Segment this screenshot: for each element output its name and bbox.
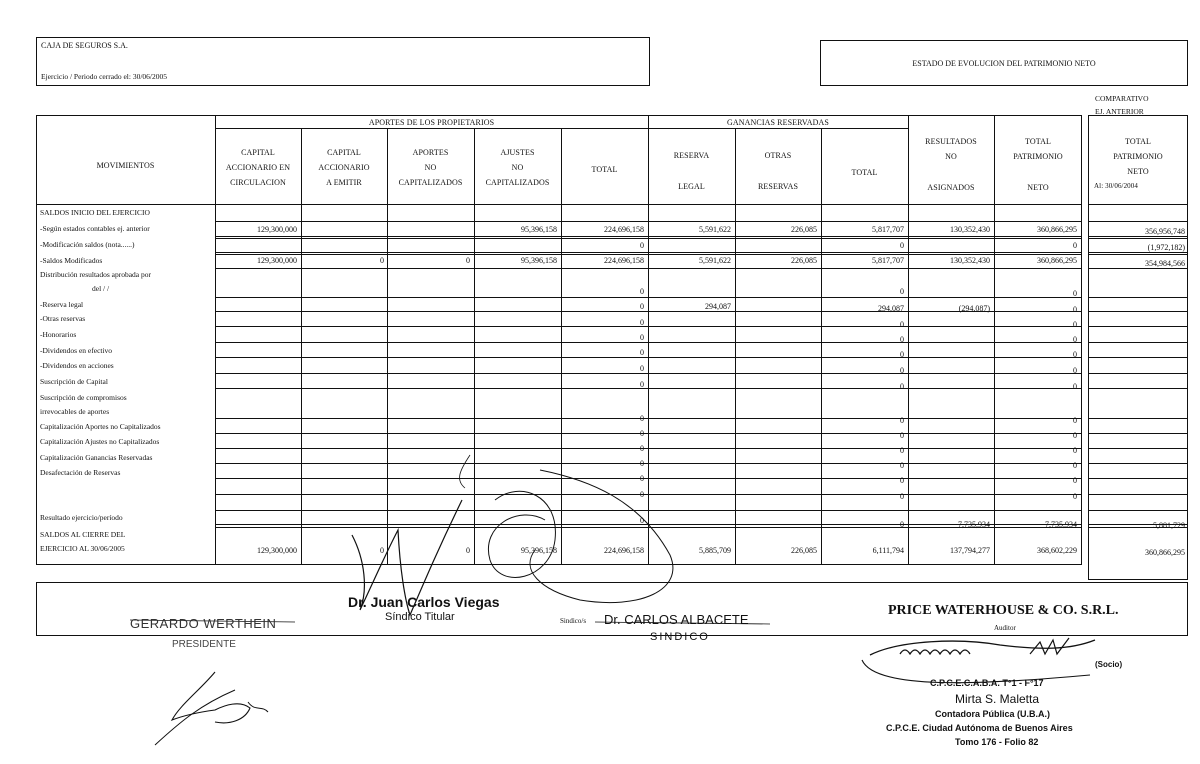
header-line: CAPITAL	[241, 148, 275, 157]
header-line: NO	[511, 163, 524, 172]
row-line	[215, 463, 1082, 464]
cell-value: 0	[640, 459, 644, 468]
header-line: OTRAS	[764, 151, 792, 160]
row-line	[215, 448, 1082, 449]
cell-value: 0	[640, 380, 644, 389]
socio-label: (Socio)	[1095, 660, 1123, 669]
row-line	[1088, 236, 1188, 237]
cell-value: 0	[900, 476, 904, 485]
cell-value: 0	[900, 461, 904, 470]
header-line: RESERVA	[673, 151, 710, 160]
row-label: -Modificación saldos (nota......)	[40, 240, 135, 249]
cell-value: 0	[640, 414, 644, 423]
row-label: Capitalización Ganancias Reservadas	[40, 453, 153, 462]
row-label: EJERCICIO AL 30/06/2005	[40, 544, 125, 553]
row-line	[1088, 238, 1188, 239]
cell-value: 6,111,794	[872, 546, 904, 555]
cell-value: 129,300,000	[257, 225, 297, 234]
cell-value: 137,794,277	[950, 546, 990, 555]
title-box	[820, 40, 1188, 86]
cell-value: 356,956,748	[1145, 227, 1185, 236]
cell-value: 0	[1073, 305, 1077, 314]
cell-value: 0	[640, 333, 644, 342]
cell-value: 0	[1073, 461, 1077, 470]
row-line	[1088, 448, 1188, 449]
header-line: PATRIMONIO	[1013, 152, 1063, 161]
header-line: TOTAL	[1125, 137, 1151, 146]
header-line: RESERVAS	[757, 182, 799, 191]
cell-value: 5,881,729	[1153, 521, 1185, 530]
header-bottom-line	[36, 204, 1082, 205]
row-label: Desafectación de Reservas	[40, 468, 121, 477]
row-line	[1088, 418, 1188, 419]
row-line	[1088, 326, 1188, 327]
header-resultados	[908, 134, 994, 195]
cell-value: 368,602,229	[1037, 546, 1077, 555]
stamp-line: C.P.C.E.C.A.B.A. T°1 - F°17	[930, 678, 1044, 688]
row-line	[1088, 373, 1188, 374]
cell-value: 0	[1073, 320, 1077, 329]
row-line	[215, 297, 1082, 298]
header-line: Al: 30/06/2004	[1094, 182, 1138, 190]
cell-value: 0	[1073, 241, 1077, 250]
cell-value: 7,735,934	[958, 520, 990, 529]
header-reserva-legal	[648, 148, 735, 194]
row-line	[215, 342, 1082, 343]
cell-value: (1,972,182)	[1147, 243, 1185, 252]
cell-value: 0	[640, 302, 644, 311]
row-line	[215, 478, 1082, 479]
cell-value: 95,396,158	[521, 225, 557, 234]
cell-value: 0	[1073, 446, 1077, 455]
row-label: Capitalización Aportes no Capitalizados	[40, 422, 161, 431]
header-capital-circulacion	[215, 145, 301, 190]
row-line	[1088, 463, 1188, 464]
cell-value: 224,696,158	[604, 256, 644, 265]
stamp-line: Mirta S. Maletta	[955, 692, 1040, 706]
cell-value: 0	[900, 416, 904, 425]
row-line	[215, 311, 1082, 312]
presidente-name: GERARDO WERTHEIN	[130, 616, 277, 631]
row-line	[1088, 297, 1188, 298]
cell-value: 0	[900, 382, 904, 391]
cell-value: 0	[900, 431, 904, 440]
cell-value: 0	[900, 335, 904, 344]
row-label: Suscripción de Capital	[40, 377, 108, 386]
col-line	[301, 128, 302, 565]
cell-value: 224,696,158	[604, 225, 644, 234]
row-line	[215, 494, 1082, 495]
cell-value: 129,300,000	[257, 546, 297, 555]
header-total-aportes: TOTAL	[591, 165, 618, 174]
row-line	[1088, 342, 1188, 343]
cell-value: 226,085	[791, 256, 817, 265]
row-label: SALDOS AL CIERRE DEL	[40, 530, 126, 539]
cell-value: 0	[900, 320, 904, 329]
header-line: TOTAL	[1025, 137, 1051, 146]
cell-value: 294,087	[705, 302, 731, 311]
sindico1-name: Dr. Juan Carlos Viegas	[348, 594, 500, 610]
col-line	[561, 128, 562, 565]
cell-value: 0	[640, 287, 644, 296]
row-line	[215, 357, 1082, 358]
row-line	[1088, 388, 1188, 389]
auditor-label: Auditor	[994, 624, 1016, 632]
comparativo-label-2: EJ. ANTERIOR	[1095, 107, 1144, 116]
cell-value: 0	[900, 520, 904, 529]
row-line	[215, 254, 1082, 255]
header-capital-emitir	[301, 145, 387, 190]
cell-value: 0	[380, 256, 384, 265]
row-line	[1088, 433, 1188, 434]
comparativo-label-1: COMPARATIVO	[1095, 94, 1149, 103]
cell-value: 95,396,158	[521, 256, 557, 265]
row-label: Resultado ejercicio/período	[40, 513, 123, 522]
cell-value: 0	[1073, 335, 1077, 344]
row-line	[215, 373, 1082, 374]
row-line	[215, 418, 1082, 419]
stamp-line: Contadora Pública (U.B.A.)	[935, 709, 1051, 719]
row-label: -Dividendos en efectivo	[40, 346, 113, 355]
cell-value: 0	[380, 546, 384, 555]
row-label: Distribución resultados aprobada por	[40, 270, 152, 279]
header-line: ASIGNADOS	[927, 183, 975, 192]
sindico2-title: SINDICO	[650, 631, 710, 643]
row-line	[215, 433, 1082, 434]
row-line	[1088, 221, 1188, 222]
sindico2-name: Dr. CARLOS ALBACETE	[604, 612, 749, 627]
row-line	[1088, 254, 1188, 255]
header-aportes-no-cap	[387, 145, 474, 190]
row-line	[215, 510, 1082, 511]
cell-value: 0	[1073, 366, 1077, 375]
header-total-patrimonio	[994, 134, 1082, 195]
col-line	[821, 128, 822, 565]
auditor-firm: PRICE WATERHOUSE & CO. S.R.L.	[888, 603, 1119, 618]
header-line: RESULTADOS	[925, 137, 977, 146]
cell-value: 0	[900, 446, 904, 455]
company-name: CAJA DE SEGUROS S.A.	[41, 41, 128, 50]
header-line: NETO	[1027, 183, 1049, 192]
period-label: Ejercicio / Periodo cerrado el: 30/06/2005	[41, 72, 168, 81]
row-line	[215, 236, 1082, 237]
stamp-line: Tomo 176 - Folio 82	[955, 737, 1039, 747]
cell-value: 0	[1073, 289, 1077, 298]
header-line: NO	[424, 163, 437, 172]
cell-value: 0	[900, 287, 904, 296]
cell-value: 0	[640, 364, 644, 373]
cell-value: 0	[640, 474, 644, 483]
cell-value: 0	[1073, 492, 1077, 501]
row-line	[215, 527, 1082, 528]
row-line	[215, 221, 1082, 222]
header-bottom-line	[1088, 204, 1188, 205]
cell-value: 0	[640, 241, 644, 250]
row-line	[1088, 478, 1188, 479]
header-line: LEGAL	[678, 182, 705, 191]
header-line: NETO	[1127, 167, 1149, 176]
cell-value: 0	[640, 348, 644, 357]
row-line	[215, 326, 1082, 327]
cell-value: 130,352,430	[950, 225, 990, 234]
cell-value: 0	[466, 256, 470, 265]
cell-value: 95,396,158	[521, 546, 557, 555]
cell-value: 0	[1073, 382, 1077, 391]
header-line: CIRCULACION	[230, 178, 286, 187]
row-label: Suscripción de compromisos	[40, 393, 127, 402]
row-line	[1088, 494, 1188, 495]
row-label: del / /	[92, 284, 110, 293]
cell-value: 354,984,566	[1145, 259, 1185, 268]
header-anterior	[1088, 134, 1188, 194]
header-ajustes	[474, 145, 561, 190]
sindico-label: Sindico/s	[560, 617, 587, 625]
cell-value: 0	[1073, 350, 1077, 359]
row-label: SALDOS INICIO DEL EJERCICIO	[40, 208, 150, 217]
row-line	[215, 388, 1082, 389]
row-line	[1088, 268, 1188, 269]
report-title: ESTADO DE EVOLUCION DEL PATRIMONIO NETO	[912, 59, 1096, 68]
company-box	[36, 37, 650, 86]
header-line: AJUSTES	[500, 148, 535, 157]
row-line	[1088, 357, 1188, 358]
cell-value: 0	[1073, 416, 1077, 425]
cell-value: 0	[900, 350, 904, 359]
row-label: irrevocables de aportes	[40, 407, 110, 416]
row-label: -Reserva legal	[40, 300, 84, 309]
header-line: NO	[945, 152, 957, 161]
cell-value: 0	[640, 516, 644, 525]
row-line	[1088, 252, 1188, 253]
row-label: -Dividendos en acciones	[40, 361, 114, 370]
group-aportes: APORTES DE LOS PROPIETARIOS	[368, 118, 495, 127]
cell-value: 0	[640, 490, 644, 499]
cell-value: 360,866,295	[1037, 256, 1077, 265]
header-line: CAPITALIZADOS	[398, 178, 463, 187]
group-ganancias: GANANCIAS RESERVADAS	[727, 118, 829, 127]
cell-value: 5,591,622	[699, 256, 731, 265]
cell-value: 0	[640, 429, 644, 438]
cell-value: 0	[900, 366, 904, 375]
row-label: -Según estados contables ej. anterior	[40, 224, 150, 233]
header-otras-reservas	[735, 148, 821, 194]
cell-value: 0	[1073, 431, 1077, 440]
header-line: ACCIONARIO EN	[225, 163, 291, 172]
cell-value: 224,696,158	[604, 546, 644, 555]
cell-value: 0	[640, 444, 644, 453]
header-movimientos: MOVIMIENTOS	[96, 161, 155, 170]
header-total-ganancias: TOTAL	[851, 168, 878, 177]
row-line	[215, 252, 1082, 253]
col-line	[474, 128, 475, 565]
cell-value: 0	[640, 318, 644, 327]
cell-value: 129,300,000	[257, 256, 297, 265]
row-label: Capitalización Ajustes no Capitalizados	[40, 437, 160, 446]
cell-value: 7,735,934	[1045, 520, 1077, 529]
cell-value: 0	[900, 241, 904, 250]
sindico1-title: Síndico Titular	[385, 611, 455, 623]
cell-value: 0	[900, 492, 904, 501]
header-line: A EMITIR	[326, 178, 362, 187]
row-line	[215, 238, 1082, 239]
cell-value: 294,087	[878, 304, 904, 313]
cell-value: 5,885,709	[699, 546, 731, 555]
header-line: PATRIMONIO	[1113, 152, 1163, 161]
row-line	[1088, 510, 1188, 511]
cell-value: 0	[1073, 476, 1077, 485]
row-line	[215, 268, 1082, 269]
cell-value: 0	[466, 546, 470, 555]
cell-value: 5,591,622	[699, 225, 731, 234]
cell-value: 360,866,295	[1037, 225, 1077, 234]
cell-value: (294,087)	[958, 304, 990, 313]
cell-value: 226,085	[791, 225, 817, 234]
cell-value: 360,866,295	[1145, 548, 1185, 557]
header-line: CAPITAL	[327, 148, 361, 157]
header-line: ACCIONARIO	[318, 163, 370, 172]
row-line	[215, 524, 1082, 525]
row-label: -Honorarios	[40, 330, 77, 339]
row-line	[1088, 311, 1188, 312]
stamp-line: C.P.C.E. Ciudad Autónoma de Buenos Aires	[886, 723, 1073, 733]
cell-value: 5,817,707	[872, 225, 904, 234]
cell-value: 130,352,430	[950, 256, 990, 265]
col-line	[387, 128, 388, 565]
header-line: APORTES	[412, 148, 449, 157]
row-label: -Saldos Modificados	[40, 256, 103, 265]
cell-value: 226,085	[791, 546, 817, 555]
presidente-title: PRESIDENTE	[172, 639, 236, 650]
row-label: -Otras reservas	[40, 314, 86, 323]
header-line: CAPITALIZADOS	[485, 178, 550, 187]
cell-value: 5,817,707	[872, 256, 904, 265]
